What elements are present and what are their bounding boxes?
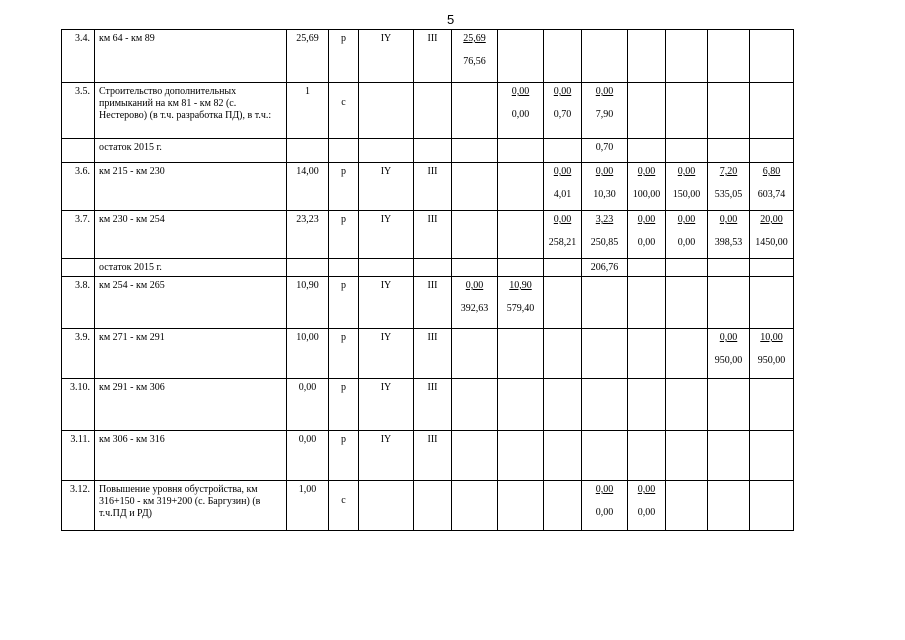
- value-bottom: 0,70: [553, 109, 572, 120]
- row-name: км 306 - км 316: [95, 431, 287, 481]
- value-bottom: 76,56: [463, 56, 486, 67]
- row-quantity: [287, 259, 329, 277]
- value-cell: [452, 163, 498, 211]
- value-cell: [666, 259, 708, 277]
- row-name: км 254 - км 265: [95, 277, 287, 329]
- row-quantity: 0,00: [287, 431, 329, 481]
- value-cell: [452, 431, 498, 481]
- value-top: 0,00: [677, 166, 696, 177]
- table-row: [62, 379, 794, 431]
- row-quantity: 1: [287, 83, 329, 139]
- row-type: с: [329, 481, 359, 531]
- value-top: 25,69: [463, 33, 486, 44]
- value-bottom: 0,00: [637, 237, 656, 248]
- value-bottom: 250,85: [590, 237, 619, 248]
- value-cell: [544, 329, 582, 379]
- value-cell: [452, 30, 498, 83]
- value-bottom: 950,00: [757, 355, 786, 366]
- value-cell: [750, 211, 794, 259]
- table-row: [62, 259, 794, 277]
- row-category-2: III: [414, 30, 452, 83]
- table-row: [62, 163, 794, 211]
- row-number: 3.9.: [62, 329, 95, 379]
- value-cell: [452, 277, 498, 329]
- value-cell: [750, 30, 794, 83]
- row-number: 3.8.: [62, 277, 95, 329]
- value-cell: [750, 481, 794, 531]
- value-cell: [582, 379, 628, 431]
- table-row: [62, 277, 794, 329]
- value-cell: [544, 139, 582, 163]
- value-cell: [628, 163, 666, 211]
- row-quantity: 14,00: [287, 163, 329, 211]
- value-top: 0,00: [595, 166, 614, 177]
- row-quantity: 23,23: [287, 211, 329, 259]
- value-cell: [750, 329, 794, 379]
- row-number: 3.7.: [62, 211, 95, 259]
- row-category-1: IY: [359, 329, 414, 379]
- value-top: 3,23: [595, 214, 614, 225]
- value-top: 0,00: [553, 86, 572, 97]
- value-cell: [628, 259, 666, 277]
- row-category-2: III: [414, 329, 452, 379]
- value-bottom: 0,00: [511, 109, 530, 120]
- data-table: [61, 29, 794, 531]
- row-category-1: [359, 83, 414, 139]
- value-cell: [582, 30, 628, 83]
- value-top: 0,00: [595, 86, 614, 97]
- value-cell: [582, 139, 628, 163]
- row-number: 3.5.: [62, 83, 95, 139]
- value-top: 0,00: [677, 214, 696, 225]
- row-name: км 271 - км 291: [95, 329, 287, 379]
- row-number: 3.12.: [62, 481, 95, 531]
- value-bottom: 535,05: [714, 189, 743, 200]
- value-cell: [750, 379, 794, 431]
- value-cell: [452, 83, 498, 139]
- value-cell: [498, 259, 544, 277]
- value-cell: [708, 163, 750, 211]
- value-cell: [750, 139, 794, 163]
- value-cell: [666, 83, 708, 139]
- value-cell: [666, 30, 708, 83]
- value-top: 0,00: [637, 484, 656, 495]
- value-cell: [544, 431, 582, 481]
- value-bottom: 398,53: [714, 237, 743, 248]
- value-cell: [498, 379, 544, 431]
- value-cell: [498, 277, 544, 329]
- value-cell: [452, 211, 498, 259]
- row-number: [62, 259, 95, 277]
- value-cell: [582, 329, 628, 379]
- value-top: 10,00: [760, 332, 783, 343]
- value-cell: [708, 431, 750, 481]
- value-cell: [452, 379, 498, 431]
- value-cell: [544, 211, 582, 259]
- row-category-2: III: [414, 379, 452, 431]
- row-category-1: IY: [359, 163, 414, 211]
- value-bottom: 1450,00: [755, 237, 788, 248]
- value-cell: [582, 211, 628, 259]
- value-cell: [666, 139, 708, 163]
- value-cell: [628, 30, 666, 83]
- value-cell: [544, 163, 582, 211]
- value-cell: [544, 30, 582, 83]
- value-cell: [708, 259, 750, 277]
- table-row: [62, 83, 794, 139]
- table-row: [62, 329, 794, 379]
- value-bottom: 100,00: [632, 189, 661, 200]
- value-top: 0,00: [637, 214, 656, 225]
- row-category-2: III: [414, 211, 452, 259]
- value-top: 0,00: [553, 214, 572, 225]
- row-category-1: IY: [359, 431, 414, 481]
- row-category-2: [414, 83, 452, 139]
- row-category-1: [359, 259, 414, 277]
- value-bottom: 579,40: [506, 303, 535, 314]
- row-category-2: III: [414, 163, 452, 211]
- value-cell: [708, 139, 750, 163]
- value-cell: [628, 329, 666, 379]
- row-quantity: 0,00: [287, 379, 329, 431]
- value-top: 0,00: [637, 166, 656, 177]
- value-cell: [498, 481, 544, 531]
- value-cell: [666, 481, 708, 531]
- row-name: км 291 - км 306: [95, 379, 287, 431]
- value-top: 0,00: [719, 332, 738, 343]
- row-number: 3.11.: [62, 431, 95, 481]
- row-type: [329, 259, 359, 277]
- value-cell: [666, 211, 708, 259]
- row-quantity: 1,00: [287, 481, 329, 531]
- value-cell: [750, 277, 794, 329]
- value-cell: [708, 481, 750, 531]
- value-bottom: 7,90: [595, 109, 614, 120]
- value-cell: [544, 481, 582, 531]
- value-cell: [544, 83, 582, 139]
- row-type: с: [329, 83, 359, 139]
- value-cell: [582, 163, 628, 211]
- value-cell: [544, 259, 582, 277]
- row-type: р: [329, 379, 359, 431]
- value-cell: [666, 277, 708, 329]
- row-type: р: [329, 211, 359, 259]
- row-quantity: 25,69: [287, 30, 329, 83]
- value-cell: [666, 329, 708, 379]
- value-cell: [544, 277, 582, 329]
- row-name: остаток 2015 г.: [95, 259, 287, 277]
- value-cell: [452, 329, 498, 379]
- value-cell: [452, 481, 498, 531]
- value-cell: [708, 277, 750, 329]
- value-cell: [628, 277, 666, 329]
- value-cell: [708, 379, 750, 431]
- value-bottom: 10,30: [593, 189, 616, 200]
- value-cell: [708, 30, 750, 83]
- row-category-2: [414, 481, 452, 531]
- table-row: [62, 139, 794, 163]
- value-bottom: 0,00: [677, 237, 696, 248]
- value-bottom: 0,00: [595, 507, 614, 518]
- row-name: Повышение уровня обустройства, км 316+150 - км 319+200 (с. Баргузин) (в т.ч.ПД и РД): [95, 481, 287, 531]
- row-number: 3.10.: [62, 379, 95, 431]
- value-top: 0,00: [511, 86, 530, 97]
- row-name: км 230 - км 254: [95, 211, 287, 259]
- row-category-2: [414, 259, 452, 277]
- value-cell: [628, 139, 666, 163]
- value-cell: [666, 431, 708, 481]
- value-cell: [628, 211, 666, 259]
- row-category-1: IY: [359, 379, 414, 431]
- row-type: р: [329, 431, 359, 481]
- table-row: [62, 481, 794, 531]
- row-category-1: IY: [359, 211, 414, 259]
- value-bottom: 392,63: [460, 303, 489, 314]
- page-number: 5: [447, 12, 455, 27]
- value-cell: [544, 379, 582, 431]
- row-category-1: [359, 481, 414, 531]
- row-name: остаток 2015 г.: [95, 139, 287, 163]
- value-cell: [498, 211, 544, 259]
- value-cell: [708, 329, 750, 379]
- row-number: [62, 139, 95, 163]
- value-cell: [708, 83, 750, 139]
- value-top: 0,00: [595, 484, 614, 495]
- value-cell: [666, 379, 708, 431]
- value-top: 20,00: [760, 214, 783, 225]
- table-row: [62, 431, 794, 481]
- value-top: 0,70: [595, 142, 614, 153]
- value-cell: [582, 277, 628, 329]
- value-bottom: 258,21: [548, 237, 577, 248]
- value-cell: [582, 431, 628, 481]
- value-bottom: 603,74: [757, 189, 786, 200]
- row-category-1: [359, 139, 414, 163]
- value-cell: [666, 163, 708, 211]
- row-quantity: [287, 139, 329, 163]
- value-cell: [708, 211, 750, 259]
- value-cell: [452, 139, 498, 163]
- value-top: 206,76: [590, 262, 619, 273]
- value-cell: [628, 431, 666, 481]
- value-cell: [750, 83, 794, 139]
- row-category-2: III: [414, 431, 452, 481]
- value-cell: [628, 83, 666, 139]
- value-cell: [498, 431, 544, 481]
- row-category-2: III: [414, 277, 452, 329]
- row-type: р: [329, 30, 359, 83]
- value-cell: [628, 481, 666, 531]
- value-cell: [582, 83, 628, 139]
- row-quantity: 10,00: [287, 329, 329, 379]
- value-top: 0,00: [465, 280, 484, 291]
- value-cell: [498, 83, 544, 139]
- value-cell: [582, 481, 628, 531]
- value-cell: [750, 163, 794, 211]
- value-cell: [498, 139, 544, 163]
- value-bottom: 950,00: [714, 355, 743, 366]
- row-number: 3.4.: [62, 30, 95, 83]
- row-name: км 215 - км 230: [95, 163, 287, 211]
- value-bottom: 4,01: [553, 189, 572, 200]
- value-top: 6,80: [762, 166, 781, 177]
- value-cell: [750, 259, 794, 277]
- row-number: 3.6.: [62, 163, 95, 211]
- row-category-1: IY: [359, 30, 414, 83]
- row-quantity: 10,90: [287, 277, 329, 329]
- row-type: р: [329, 329, 359, 379]
- value-cell: [452, 259, 498, 277]
- row-category-2: [414, 139, 452, 163]
- row-category-1: IY: [359, 277, 414, 329]
- value-top: 10,90: [509, 280, 532, 291]
- row-type: р: [329, 277, 359, 329]
- value-top: 0,00: [719, 214, 738, 225]
- value-top: 7,20: [719, 166, 738, 177]
- value-cell: [498, 30, 544, 83]
- value-cell: [498, 329, 544, 379]
- row-type: [329, 139, 359, 163]
- table-row: [62, 211, 794, 259]
- table-row: [62, 30, 794, 83]
- value-cell: [750, 431, 794, 481]
- value-cell: [582, 259, 628, 277]
- value-top: 0,00: [553, 166, 572, 177]
- row-name: км 64 - км 89: [95, 30, 287, 83]
- value-cell: [628, 379, 666, 431]
- value-bottom: 0,00: [637, 507, 656, 518]
- row-type: р: [329, 163, 359, 211]
- value-bottom: 150,00: [672, 189, 701, 200]
- row-name: Строительство дополнительных примыканий на км 81 - км 82 (с. Нестерово) (в т.ч. разработка ПД), в т.ч.:: [95, 83, 287, 139]
- value-cell: [498, 163, 544, 211]
